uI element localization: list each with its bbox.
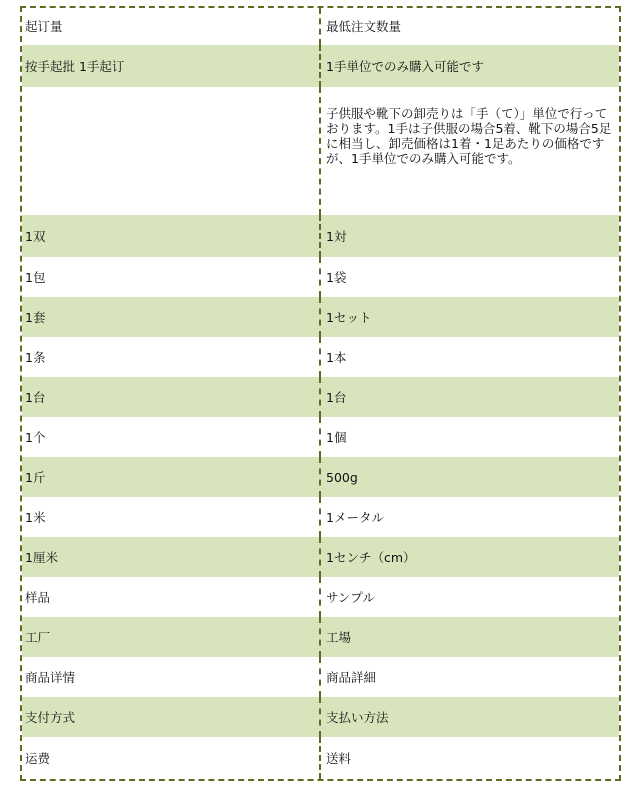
terms-table xyxy=(20,6,621,781)
chinese-term-cell: 1台 xyxy=(22,377,321,417)
table-row xyxy=(22,577,619,617)
japanese-term-cell: 送料 xyxy=(326,750,352,766)
chinese-term-cell: 1米 xyxy=(22,497,321,537)
chinese-term-cell: 运费 xyxy=(22,737,321,779)
japanese-term-cell: 1手単位でのみ購入可能です xyxy=(326,58,484,74)
japanese-term-cell: 1個 xyxy=(326,429,347,445)
japanese-term-cell: 1対 xyxy=(326,228,347,244)
table-row xyxy=(22,697,619,737)
table-row xyxy=(22,537,619,577)
table-row xyxy=(22,215,619,257)
japanese-term-cell: 1メータル xyxy=(326,509,384,525)
chinese-term-cell: 商品详情 xyxy=(22,657,321,697)
table-row xyxy=(22,457,619,497)
table-row xyxy=(22,657,619,697)
japanese-term-cell: 1セット xyxy=(326,309,372,325)
chinese-term-cell: 1包 xyxy=(22,257,321,297)
table-row xyxy=(22,87,619,215)
chinese-term-cell: 1个 xyxy=(22,417,321,457)
japanese-term-cell: 1台 xyxy=(326,389,347,405)
chinese-term-cell: 1斤 xyxy=(22,457,321,497)
japanese-term-cell: 支払い方法 xyxy=(326,709,389,725)
chinese-term-cell: 1双 xyxy=(22,215,321,257)
table-row xyxy=(22,337,619,377)
japanese-term-cell: 商品詳細 xyxy=(326,669,377,685)
chinese-term-cell: 1厘米 xyxy=(22,537,321,577)
table-row xyxy=(22,45,619,87)
chinese-term-cell: 样品 xyxy=(22,577,321,617)
japanese-term-cell: 1袋 xyxy=(326,269,347,285)
japanese-term-cell: 子供服や靴下の卸売りは「手（て）」単位で行っております。1手は子供服の場合5着、靴下の場合5足に相当し、卸売価格は1着・1足あたりの価格ですが、1手単位でのみ購入可能です。 xyxy=(326,106,612,166)
table-row xyxy=(22,257,619,297)
chinese-term-cell: 1套 xyxy=(22,297,321,337)
japanese-term-cell: 1本 xyxy=(326,349,347,365)
chinese-term-cell: 工厂 xyxy=(22,617,321,657)
chinese-term-cell: 按手起批 1手起订 xyxy=(22,45,321,87)
japanese-term-cell: 工場 xyxy=(326,629,352,645)
table-row xyxy=(22,377,619,417)
chinese-term-cell: 起订量 xyxy=(22,8,321,45)
japanese-term-cell: 1センチ（cm） xyxy=(326,549,416,565)
chinese-term-cell: 1条 xyxy=(22,337,321,377)
table-row xyxy=(22,497,619,537)
table-row xyxy=(22,297,619,337)
chinese-term-cell xyxy=(22,87,321,215)
japanese-term-cell: 500g xyxy=(326,469,358,485)
japanese-term-cell: サンプル xyxy=(326,589,375,605)
table-row xyxy=(22,8,619,45)
table-row xyxy=(22,617,619,657)
table-row xyxy=(22,417,619,457)
japanese-term-cell: 最低注文数量 xyxy=(326,19,402,34)
table-row xyxy=(22,737,619,779)
chinese-term-cell: 支付方式 xyxy=(22,697,321,737)
